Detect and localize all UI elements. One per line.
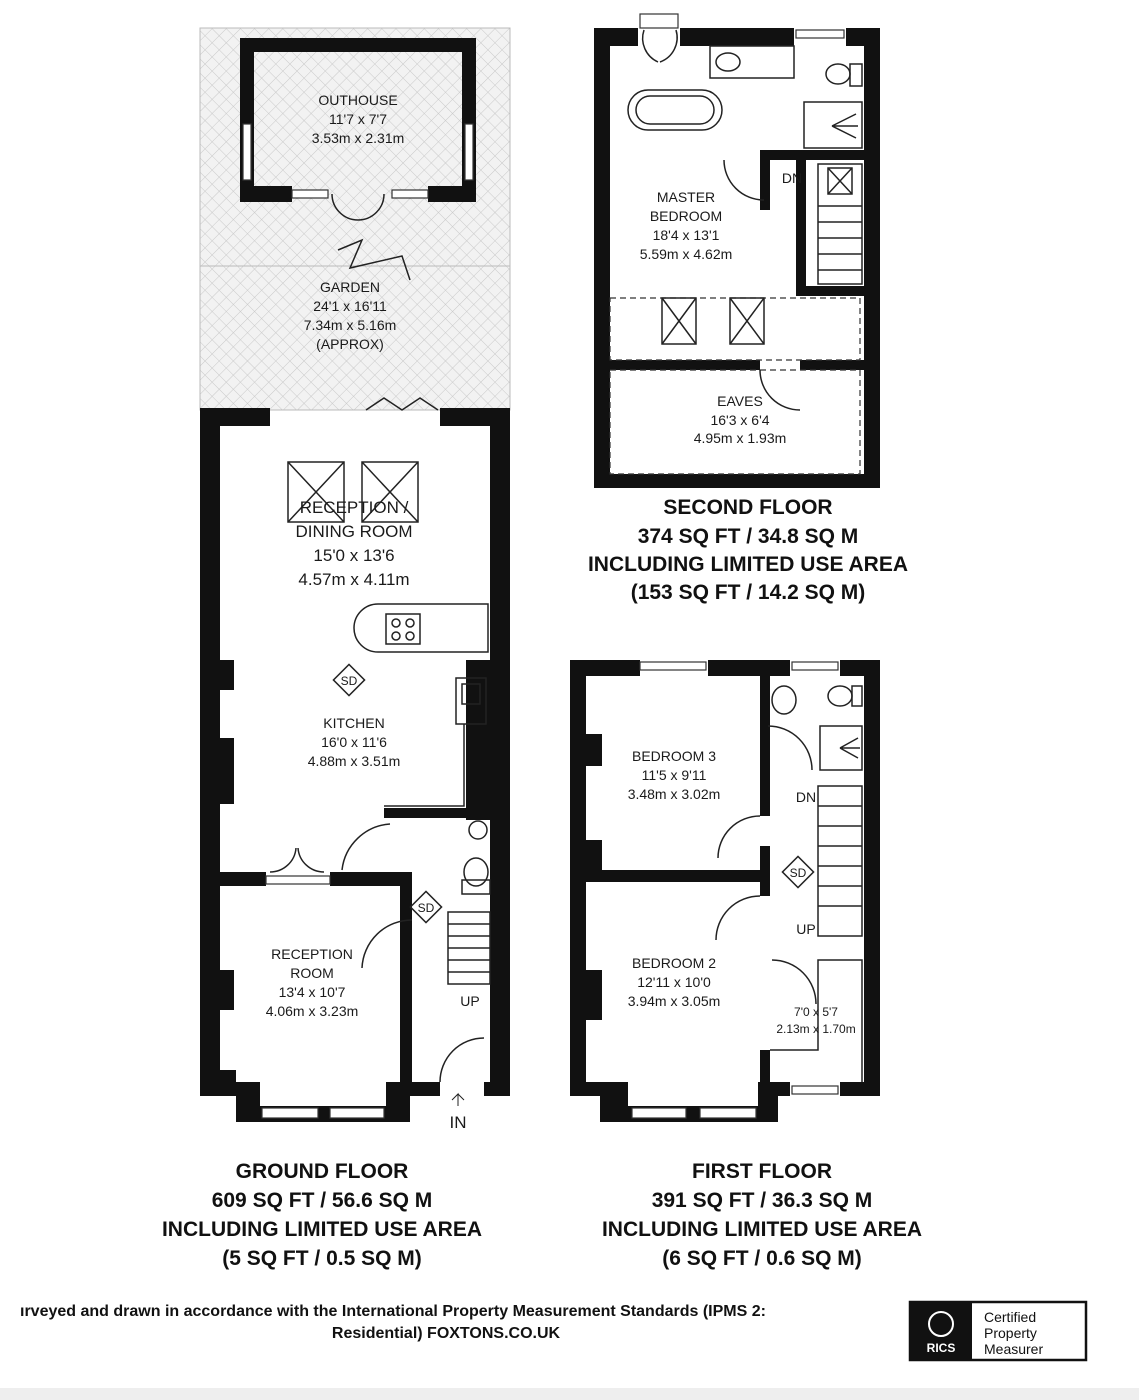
first-floor-bathroom [772,686,862,770]
eaves-metric: 4.95m x 1.93m [693,430,787,446]
bedroom3-metric: 3.48m x 3.02m [627,786,721,802]
second-floor-limited-area: (153 SQ FT / 14.2 SQ M) [630,581,866,604]
ground-floor-plan [200,28,510,1132]
first-floor-plan [570,660,880,1122]
reception-dining-metric: 4.57m x 4.11m [298,570,410,589]
eaves-imperial: 16'3 x 6'4 [710,412,770,428]
bedroom3-imperial: 11'5 x 9'11 [641,767,707,783]
bedroom2-name: BEDROOM 2 [631,955,717,971]
skylight [662,298,696,344]
master-bedroom-name-1: MASTER [656,189,716,205]
master-bedroom-imperial: 18'4 x 13'1 [652,227,720,243]
bathtub [628,90,722,130]
shower [804,102,862,148]
bedroom3-name: BEDROOM 3 [631,748,717,764]
first-floor-summary [602,1160,922,1270]
master-bedroom-metric: 5.59m x 4.62m [639,246,733,262]
stairs-up-label: UP [460,993,480,1009]
footer-statement-line1: ırveyed and drawn in accordance with the International Property Measurement Standards (IPMS 2: [20,1303,766,1320]
second-floor-limited: INCLUDING LIMITED USE AREA [587,553,909,576]
reception-dining-name-1: RECEPTION / [299,498,409,517]
smoke-detector-label: SD [417,901,435,915]
ground-floor-limited-area: (5 SQ FT / 0.5 SQ M) [222,1247,422,1270]
reception-room-imperial: 13'4 x 10'7 [278,984,346,1000]
bottom-strip [0,1388,1139,1400]
outhouse-imperial: 11'7 x 7'7 [328,111,388,127]
kitchen-name: KITCHEN [323,715,385,731]
first-floor-stairs [818,786,862,936]
first-floor-walls [570,660,880,1122]
small-room-metric: 2.13m x 1.70m [776,1022,856,1036]
first-floor-limited: INCLUDING LIMITED USE AREA [601,1218,923,1241]
garden-name: GARDEN [320,279,380,295]
kitchen-island [354,604,488,652]
entrance-label: IN [449,1113,467,1132]
eaves-name: EAVES [717,393,763,409]
second-floor-title: SECOND FLOOR [663,496,833,519]
second-floor-plan [588,14,908,604]
stairs-down-label: DN [795,789,817,805]
rics-badge-line2: Property [984,1325,1037,1341]
kitchen-metric: 4.88m x 3.51m [307,753,401,769]
reception-dining-name-2: DINING ROOM [295,522,413,541]
rics-logo-text: RICS [926,1341,956,1355]
garden-note: (APPROX) [316,336,384,352]
rics-badge-line1: Certified [984,1309,1037,1325]
rics-certified-badge [910,1302,1086,1360]
smoke-detector-label: SD [789,866,807,880]
outhouse-name: OUTHOUSE [318,92,398,108]
stairs-down-label: DN [781,170,803,186]
footer-statement-line2: Residential) FOXTONS.CO.UK [331,1325,561,1342]
master-bedroom-name-2: BEDROOM [649,208,723,224]
reception-dining-imperial: 15'0 x 13'6 [313,546,395,565]
rics-badge-line3: Measurer [984,1341,1044,1357]
garden-imperial: 24'1 x 16'11 [313,298,387,314]
small-room-imperial: 7'0 x 5'7 [794,1005,838,1019]
first-floor-area: 391 SQ FT / 36.3 SQ M [651,1189,873,1212]
bedroom2-imperial: 12'11 x 10'0 [637,974,711,990]
first-floor-limited-area: (6 SQ FT / 0.6 SQ M) [662,1247,862,1270]
ground-floor-area: 609 SQ FT / 56.6 SQ M [211,1189,433,1212]
reception-room-name-1: RECEPTION [271,946,353,962]
outhouse-metric: 3.53m x 2.31m [311,130,405,146]
ground-floor-title: GROUND FLOOR [235,1160,409,1183]
ground-stairs [448,912,490,984]
bedroom2-metric: 3.94m x 3.05m [627,993,721,1009]
toilet [826,64,862,86]
second-floor-stairs [818,164,862,284]
ground-floor-summary [162,1160,482,1270]
ground-floor-limited: INCLUDING LIMITED USE AREA [161,1218,483,1241]
skylight [730,298,764,344]
basin [710,46,794,78]
reception-room-name-2: ROOM [290,965,334,981]
smoke-detector-label: SD [340,674,358,688]
garden-metric: 7.34m x 5.16m [303,317,397,333]
second-floor-area: 374 SQ FT / 34.8 SQ M [637,525,859,548]
kitchen-imperial: 16'0 x 11'6 [321,734,387,750]
reception-room-metric: 4.06m x 3.23m [265,1003,359,1019]
stairs-up-label: UP [796,921,816,937]
first-floor-title: FIRST FLOOR [692,1160,832,1183]
